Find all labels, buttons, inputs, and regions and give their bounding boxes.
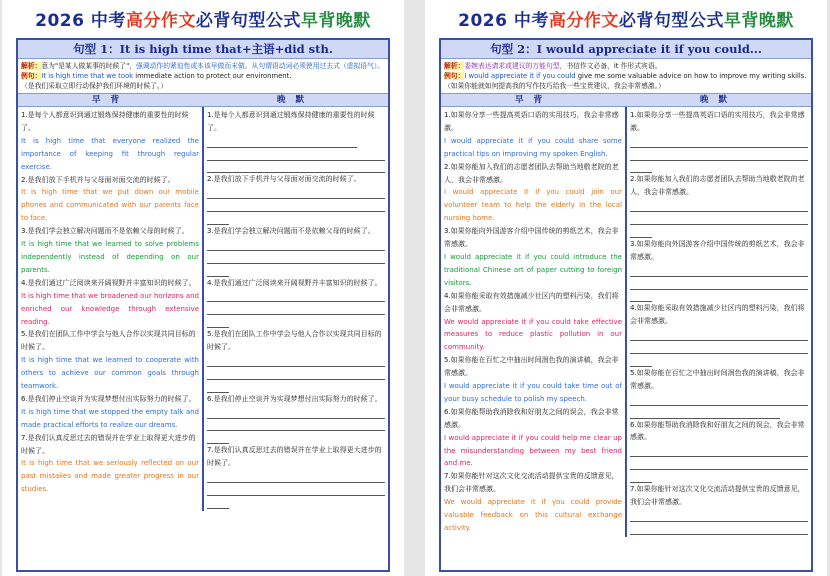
item-cn: 5.如果你能在百忙之中抽出时间润色我的演讲稿，我会非常感激。 [630, 368, 805, 390]
item-en: It is high time that we broadened our horizons and enriched our knowledge through extensive reading. [21, 291, 199, 326]
item-cn: 3.如果你能向外国游客介绍中国传统的剪纸艺术，我会非常感激。 [444, 227, 619, 249]
item-cn: 7.如果你能针对这次文化交流活动提供宝贵的反馈意见，我们会非常感激。 [444, 472, 619, 494]
column-header [18, 93, 388, 107]
pattern-title: 句型 2：I would appreciate it if you could... [441, 40, 811, 59]
answer-line[interactable] [630, 135, 808, 148]
list-item [444, 161, 622, 226]
column-header [441, 93, 811, 107]
analysis-text: 书信作文必备，it 作形式宾语。 [566, 62, 662, 70]
list-item [21, 109, 199, 174]
answer-line[interactable] [207, 264, 229, 277]
list-item [21, 432, 199, 497]
answer-line[interactable] [630, 225, 652, 238]
list-item [207, 109, 385, 173]
col-evening: 晚默 [276, 95, 314, 105]
list-item [630, 367, 808, 419]
title-prefix: 2026 中考 [35, 11, 126, 31]
item-en: We would appreciate it if you could take effective measures to reduce plastic pollution in our community. [444, 317, 622, 352]
answer-line[interactable] [630, 444, 808, 457]
item-cn: 6.是我们停止空谈并为实现梦想付出实际努力的时候了。 [207, 394, 382, 403]
morning-column [18, 107, 204, 511]
answer-line[interactable] [207, 496, 229, 509]
title-mid: 必背句型公式 [618, 11, 724, 31]
answer-line[interactable] [630, 264, 808, 277]
answer-line[interactable] [207, 431, 229, 444]
item-en: We would appreciate it if you could provide valuable feedback on this cultural exchange activity. [444, 498, 622, 532]
example-en-rest: immediate action to protect our environment. [133, 72, 292, 80]
answer-line[interactable] [207, 406, 385, 419]
analysis-text: 意为"是某人做某事的时候了"， [41, 62, 137, 70]
answer-line[interactable] [207, 290, 385, 303]
item-cn: 7.是我们认真反思过去的错误并在学业上取得更大进步的时候了。 [207, 446, 382, 468]
analysis [441, 59, 811, 71]
item-cn: 4.是我们通过广泛阅读来开阔视野并丰富知识的时候了。 [21, 278, 196, 287]
list-item [444, 290, 622, 355]
item-cn: 2.是我们放下手机并与父母面对面交流的时候了。 [21, 175, 175, 184]
page-title [2, 6, 404, 31]
answer-line[interactable] [630, 212, 808, 225]
answer-line[interactable] [207, 315, 229, 328]
item-cn: 1.如果你分享一些提高英语口语的实用技巧，我会非常感激。 [630, 111, 805, 132]
item-cn: 6.是我们停止空谈并为实现梦想付出实际努力的时候了。 [21, 394, 196, 403]
page-title [425, 6, 827, 31]
item-cn: 7.如果你能针对这次文化交流活动提供宝贵的反馈意见，我们会非常感激。 [630, 485, 805, 506]
practice-columns [18, 107, 388, 511]
list-item [444, 354, 622, 406]
item-en: It is high time that we learned to cooperate with others to achieve our common goals through teamwork. [21, 356, 199, 391]
item-cn: 1.是每个人都意识到通过锻炼保持健康的重要性的时候了。 [207, 111, 375, 132]
answer-line[interactable] [207, 483, 385, 496]
list-item [207, 277, 385, 329]
list-item [444, 406, 622, 471]
item-cn: 5.是我们在团队工作中学会与他人合作以实现共同目标的时候了。 [21, 330, 196, 352]
item-cn: 3.是我们学会独立解决问题而不是依赖父母的时候了。 [207, 227, 375, 236]
item-cn: 4.是我们通过广泛阅读来开阔视野并丰富知识的时候了。 [207, 278, 382, 287]
item-en: It is high time that we put down our mobile phones and communicated with our parents face to face. [21, 188, 199, 223]
answer-line[interactable] [630, 341, 808, 354]
answer-line[interactable] [207, 302, 385, 315]
item-en: It is high time that we seriously reflected on our past mistakes and made greater progress in our studies. [21, 459, 199, 494]
answer-line[interactable] [630, 470, 652, 483]
answer-line[interactable] [207, 199, 385, 212]
answer-line[interactable] [630, 148, 808, 161]
item-cn: 4.如果你能采取有效措施减少社区内的塑料污染，我们将会非常感激。 [444, 291, 619, 313]
col-morning: 早背 [91, 95, 129, 105]
answer-line[interactable] [207, 367, 385, 380]
answer-line[interactable] [630, 406, 780, 419]
example-label: 例句： [444, 72, 465, 80]
evening-column [204, 107, 388, 511]
evening-column [627, 107, 811, 537]
item-en: I would appreciate it if you could share some practical tips on improving my spoken English. [444, 136, 622, 158]
morning-column [441, 107, 627, 537]
answer-line[interactable] [630, 328, 808, 341]
list-item [444, 109, 622, 161]
list-item [207, 225, 385, 277]
practice-columns [441, 107, 811, 537]
pattern-title: 句型 1：It is high time that+主语+did sth. [18, 40, 388, 59]
item-cn: 4.如果你能采取有效措施减少社区内的塑料污染，我们将会非常感激。 [630, 304, 805, 326]
item-cn: 3.是我们学会独立解决问题而不是依赖父母的时候了。 [21, 227, 189, 236]
answer-line[interactable] [630, 509, 808, 522]
item-en: It is high time that we stopped the empty talk and made practical efforts to realize our dreams. [21, 407, 199, 429]
list-item [444, 470, 622, 535]
item-cn: 2.如果你能加入我们的志愿者团队去帮助当地敬老院的老人，我会非常感激。 [444, 162, 619, 184]
document-page-left [2, 0, 404, 576]
item-cn: 2.是我们放下手机并与父母面对面交流的时候了。 [207, 175, 361, 184]
list-item [21, 328, 199, 393]
item-en: I would appreciate it if you could take time out of your busy schedule to polish my speech. [444, 382, 622, 403]
answer-line[interactable] [630, 522, 808, 535]
list-item [21, 225, 199, 277]
list-item [207, 173, 385, 225]
item-cn: 6.如果你能帮助我消除我和好朋友之间的误会，我会非常感激。 [630, 420, 805, 442]
list-item [630, 302, 808, 366]
list-item [630, 238, 808, 302]
item-en: I would appreciate it if you could join our volunteer team to help the elderly in the local nursing home. [444, 188, 622, 223]
answer-line[interactable] [207, 212, 229, 225]
document-page-right [425, 0, 827, 576]
pattern-box [16, 38, 390, 572]
title-green: 早背晚默 [723, 11, 794, 31]
item-cn: 1.是每个人都意识到通过锻炼保持健康的重要性的时候了。 [21, 111, 189, 132]
item-cn: 6.如果你能帮助我消除我和好朋友之间的误会，我会非常感激。 [444, 407, 619, 429]
example-cn: （如果你能就如何提高我的写作技巧给我一些宝贵建议，我会非常感激。） [444, 82, 665, 90]
answer-line[interactable] [207, 135, 357, 148]
answer-line[interactable] [207, 161, 385, 174]
answer-line[interactable] [207, 470, 385, 483]
item-en: It is high time that everyone realized the importance of keeping fit through regular exercise. [21, 136, 199, 171]
answer-line[interactable] [207, 419, 385, 432]
example-label: 例句： [21, 72, 42, 80]
answer-line[interactable] [630, 354, 652, 367]
col-evening: 晚默 [699, 95, 737, 105]
analysis-highlight: 强调动作的紧迫性或本该早做而未做。从句谓语动词必须使用过去式（虚拟语气）。 [136, 62, 385, 70]
title-green: 早背晚默 [300, 11, 371, 31]
item-cn: 5.是我们在团队工作中学会与他人合作以实现共同目标的时候了。 [207, 330, 382, 352]
list-item [444, 225, 622, 290]
answer-line[interactable] [207, 238, 385, 251]
item-cn: 2.如果你能加入我们的志愿者团队去帮助当地敬老院的老人，我会非常感激。 [630, 175, 805, 197]
col-morning: 早背 [514, 95, 552, 105]
answer-line[interactable] [207, 186, 385, 199]
answer-line[interactable] [207, 354, 385, 367]
example [441, 71, 811, 93]
example-en-rest: give me some valuable advice on how to improve my writing skills. [575, 72, 807, 80]
title-prefix: 2026 中考 [458, 11, 549, 31]
item-cn: 5.如果你能在百忙之中抽出时间润色我的演讲稿，我会非常感激。 [444, 356, 619, 378]
example [18, 71, 388, 93]
answer-line[interactable] [630, 290, 652, 303]
pattern-box [439, 38, 813, 572]
list-item [630, 419, 808, 483]
answer-line[interactable] [630, 161, 652, 174]
item-en: I would appreciate it if you could introduce the traditional Chinese art of paper cutting to foreign visitors. [444, 252, 622, 287]
analysis [18, 59, 388, 71]
example-en-highlight: It is high time that we took [41, 72, 134, 80]
example-en-highlight: I would appreciate it if you could [464, 72, 576, 80]
answer-line[interactable] [630, 457, 808, 470]
item-cn: 3.如果你能向外国游客介绍中国传统的剪纸艺术，我会非常感激。 [630, 239, 805, 261]
list-item [207, 328, 385, 392]
list-item [21, 277, 199, 329]
analysis-label: 解析： [444, 62, 465, 70]
answer-line[interactable] [207, 380, 229, 393]
answer-line[interactable] [630, 199, 808, 212]
answer-line[interactable] [630, 277, 808, 290]
item-en: It is high time that we learned to solve problems independently instead of depending on our parents. [21, 240, 199, 274]
example-cn: （是我们采取立即行动保护我们环境的时候了。） [21, 82, 168, 90]
title-red: 高分作文 [125, 11, 196, 31]
list-item [207, 444, 385, 508]
analysis-highlight: 委婉表达请求或建议的万能句型， [464, 62, 567, 70]
answer-line[interactable] [207, 148, 385, 161]
answer-line[interactable] [630, 393, 808, 406]
answer-line[interactable] [207, 251, 385, 264]
title-mid: 必背句型公式 [195, 11, 301, 31]
list-item [21, 393, 199, 432]
list-item [630, 173, 808, 237]
list-item [630, 483, 808, 535]
list-item [630, 109, 808, 173]
title-red: 高分作文 [548, 11, 619, 31]
item-en: I would appreciate it if you could help me clear up the misunderstanding between my best friend and me. [444, 433, 622, 468]
list-item [207, 393, 385, 445]
item-cn: 7.是我们认真反思过去的错误并在学业上取得更大进步的时候了。 [21, 433, 196, 455]
list-item [21, 174, 199, 226]
item-cn: 1.如果你分享一些提高英语口语的实用技巧，我会非常感激。 [444, 111, 619, 132]
analysis-label: 解析： [21, 62, 42, 70]
